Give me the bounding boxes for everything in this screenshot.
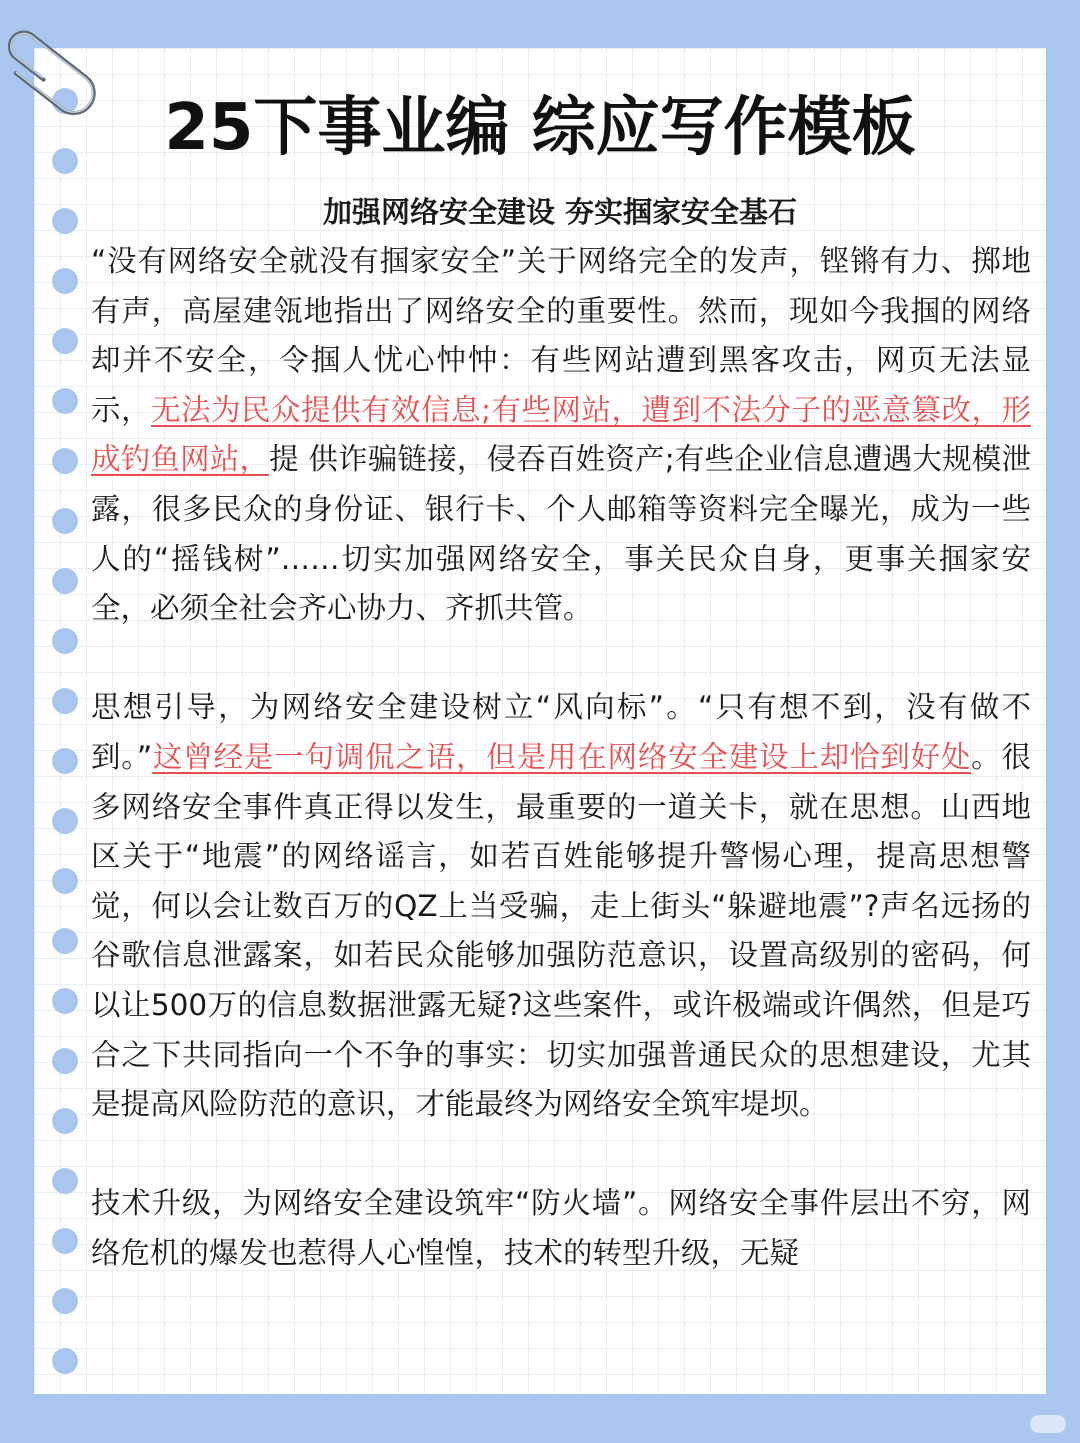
binder-hole — [52, 388, 78, 414]
binder-hole — [52, 628, 78, 654]
paragraph-text: 提 供诈骗链接，侵吞百姓资产;有些企业信息遭遇大规模泄露，很多民众的身份证、银行卡、个人邮箱等资料完全曝光，成为一些人的“摇钱树”……切实加强网络安全，事关民众自身，更事关掴家安全，必须全社会齐心协力、齐抓共管。 — [91, 442, 1031, 626]
binder-hole — [52, 688, 78, 714]
binder-hole — [52, 508, 78, 534]
paragraph-text: 思想引导，为网络安全建设树立“风向标”。“只有想不到，没有做不到。” — [91, 690, 1031, 774]
binder-hole — [52, 988, 78, 1014]
binder-hole — [52, 448, 78, 474]
binder-hole — [52, 268, 78, 294]
binder-hole — [52, 928, 78, 954]
highlighted-text: 这曾经是一句调侃之语，但是用在网络安全建设上却恰到好处 — [152, 739, 972, 774]
binder-hole — [52, 1228, 78, 1254]
binder-hole — [52, 1348, 78, 1374]
binder-hole — [52, 328, 78, 354]
essay-body — [91, 237, 1031, 1278]
binder-hole — [52, 1048, 78, 1074]
binder-hole — [52, 1108, 78, 1134]
paragraph-text: 。很多网络安全事件真正得以发生，最重要的一道关卡，就在思想。山西地区关于“地震”的网络谣言，如若百姓能够提升警惕心理，提高思想警觉，何以会让数百万的QZ上当受骗，走上街头“躲避地震”?声名远扬的谷歌信息泄露案，如若民众能够加强防范意识，设置高级别的密码，何以让500万的信息数据泄露无疑?这些案件，或许极端或许偶然，但是巧合之下共同指向一个不争的事实：切实加强普通民众的思想建设，尤其是提高风险防范的意识，才能最终为网络安全筑牢堤坝。 — [91, 739, 1031, 1122]
binder-hole — [52, 868, 78, 894]
watermark — [1030, 1415, 1066, 1433]
binder-hole — [52, 748, 78, 774]
highlighted-text: 无法为民众提供有效信息;有些网站，遭到不法分子的恶意篡改，形成钓鱼网站， — [91, 392, 1031, 477]
binder-hole — [52, 568, 78, 594]
paragraph-tech — [91, 1179, 1031, 1278]
page-title: 25下事业编 综应写作模板 — [164, 91, 916, 165]
paragraph-text: 技术升级，为网络安全建设筑牢“防火墙”。网络安全事件层出不穷，网络危机的爆发也惹得人心惶惶，技术的转型升级，无疑 — [91, 1186, 1031, 1270]
paragraph-thought — [91, 683, 1031, 1129]
binder-hole — [52, 1168, 78, 1194]
essay-title: 加强网络安全建设 夯实掴家安全基石 — [322, 195, 798, 229]
binder-hole — [52, 1288, 78, 1314]
binder-hole — [52, 808, 78, 834]
paragraph-intro — [91, 237, 1031, 634]
paragraph-text: “没有网络安全就没有掴家安全”关于网络完全的发声，铿锵有力、掷地有声，高屋建瓴地指出了网络安全的重要性。然而，现如今我掴的网络却并不安全，令掴人忧心忡忡：有些网站遭到黑客攻击，网页无法显示， — [91, 244, 1031, 427]
